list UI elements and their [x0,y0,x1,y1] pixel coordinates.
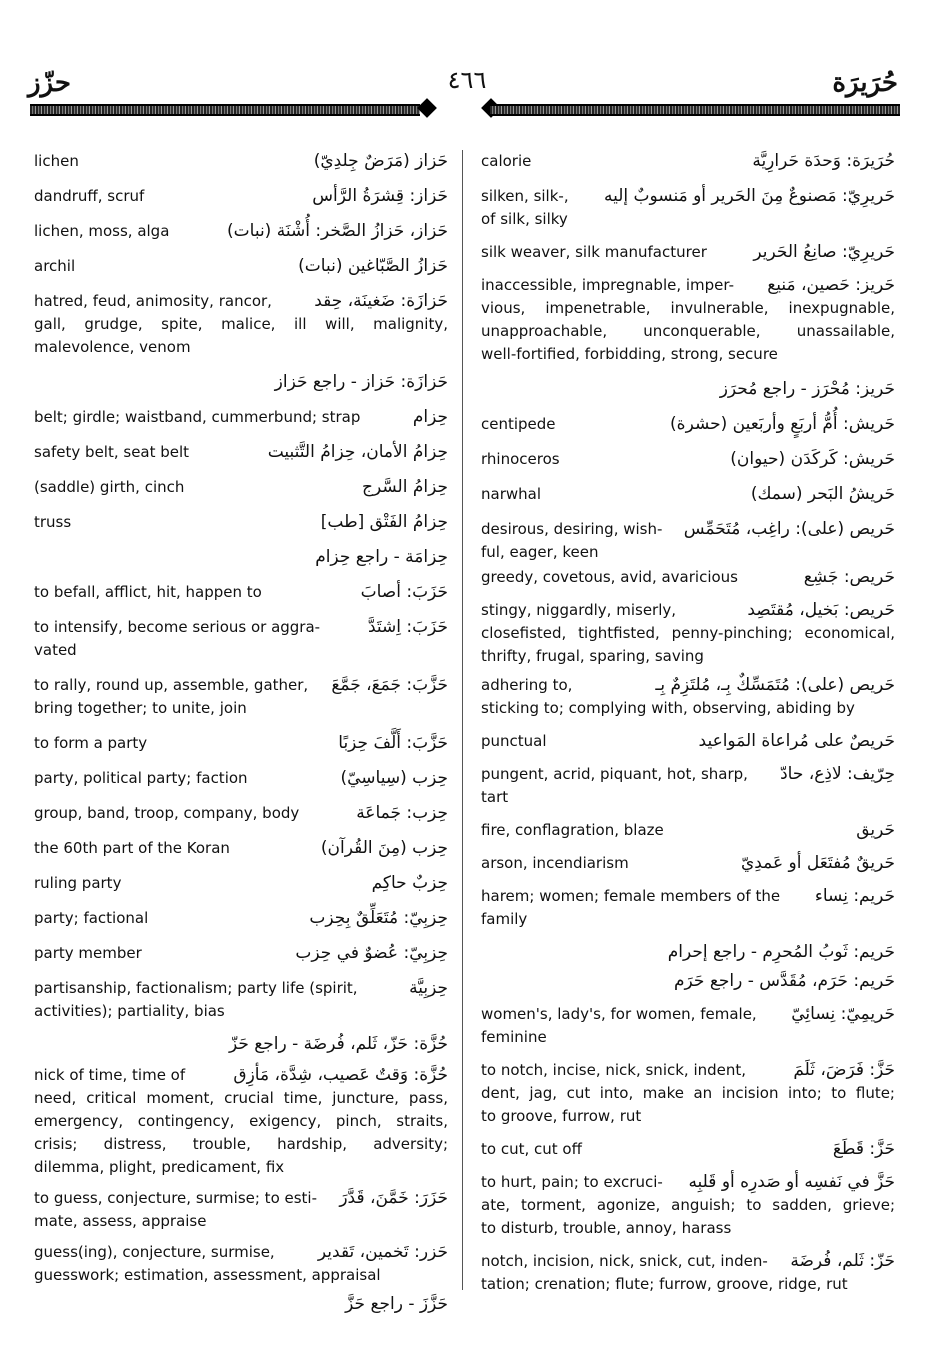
dictionary-entry [34,220,448,243]
definition-continuation: unapproachable, unconquerable, unassailable, [481,322,895,340]
definition-continuation: mate, assess, appraise [34,1212,207,1230]
arabic-cross-reference: حَريز: مُحْرَز - راجع مُحرَز [719,379,895,399]
english-definition: greedy, covetous, avid, avaricious [481,568,738,586]
entry-headline [481,1003,895,1026]
entry-headline [481,185,895,208]
dictionary-entry [34,185,448,208]
arabic-headword: حَزَبَ: اِشتَدَّ [367,617,448,637]
page-header [0,0,934,130]
right-column [481,140,895,1296]
definition-continuation: malevolence, venom [34,338,191,356]
arabic-headword: حَزَّ: قَطَعَ [832,1139,895,1159]
english-definition: lichen, moss, alga [34,222,170,240]
arabic-headword: حِزب (مِنَ القُرآن) [320,838,448,858]
entry-headline [481,763,895,786]
definition-continuation: to groove, furrow, rut [481,1107,642,1125]
dictionary-entry [481,1059,895,1128]
english-definition: to form a party [34,734,148,752]
english-definition: party; factional [34,909,149,927]
entry-headline [34,476,448,499]
arabic-headword: حَريز: حَصين، مَنيع [767,275,895,295]
dictionary-entry [481,483,895,506]
english-definition: narwhal [481,485,541,503]
entry-headline [34,1187,448,1210]
english-definition: (saddle) girth, cinch [34,478,185,496]
dictionary-entry [34,1187,448,1233]
entry-headline [34,406,448,429]
entry-headline [481,566,895,589]
dictionary-entry [34,441,448,464]
entry-headline [481,674,895,697]
arabic-headword: حُزَّة: وَقتٌ عَصيب، شِدَّة، مَأزِق [233,1065,448,1085]
entry-headline [481,852,895,875]
dictionary-entry [34,511,448,534]
arabic-headword: حَزَّ في نَفسِه أو صَدرِه أو قَلبِه [688,1172,895,1192]
dictionary-entry [34,371,448,394]
entry-headline [481,1138,895,1161]
arabic-headword: حَريمِيّ: نِسائِيّ [791,1004,895,1024]
dictionary-entry [34,942,448,965]
entry-headline [34,616,448,639]
definition-continuation: family [481,910,528,928]
arabic-headword: حَريص (على): راغِب، مُتَحَمِّس [683,519,895,539]
dictionary-entry [481,518,895,564]
dictionary-entry [34,255,448,278]
entry-headline [481,1171,895,1194]
english-definition: to intensify, become serious or aggra- [34,618,321,636]
english-definition: safety belt, seat belt [34,443,190,461]
dictionary-entry [481,1003,895,1049]
dictionary-entry [34,1064,448,1179]
arabic-cross-reference: حِزامَة - راجع حِزام [315,547,448,567]
arabic-cross-reference: حَريم: ثَوبُ المُحرِم - راجع إحرام [667,942,895,962]
definition-continuation: tation; crenation; flute; furrow, groove, ridge, rut [481,1275,848,1293]
arabic-headword: حِزبِيَّة [409,978,448,998]
page-number: ٤٦٦ [447,66,487,94]
dictionary-entry [34,150,448,173]
arabic-headword: حَريش: أُمُّ أربَعٍ وأربَعين (حشرة) [670,414,895,434]
arabic-headword: حَزّ: ثَلم، فُرضَة [790,1251,895,1271]
guide-word-left: حزّز [28,68,71,98]
dictionary-entry [481,566,895,589]
dictionary-entry [481,674,895,720]
entry-headline [481,274,895,297]
arabic-headword: حِزبِيّ: عُضوٌ في حِزب [295,943,448,963]
arabic-headword: حَريص: جَشِع [803,567,895,587]
dictionary-entry [34,290,448,359]
guide-word-right: حُرَيرَة [832,68,898,98]
arabic-headword: حَريرِيّ: مَصنوعٌ مِنَ الحَرير أو مَنسوبٌ إليه [603,186,895,206]
arabic-headword: حِزام [412,407,448,427]
english-definition: to hurt, pain; to excruci- [481,1173,663,1191]
dictionary-entry [34,1241,448,1287]
dictionary-entry [481,1171,895,1240]
entry-headline [34,185,448,208]
definition-continuation: dilemma, plight, predicament, fix [34,1158,285,1176]
entry-headline [34,220,448,243]
english-definition: lichen [34,152,79,170]
definition-continuation: feminine [481,1028,547,1046]
english-definition: guess(ing), conjecture, surmise, [34,1243,275,1261]
dictionary-entry [481,378,895,401]
dictionary-entry [481,1250,895,1296]
arabic-headword: حِزب (سِياسِيّ) [340,768,448,788]
dictionary-entry [481,185,895,231]
entry-headline [34,150,448,173]
entry-headline [34,767,448,790]
english-definition: rhinoceros [481,450,560,468]
arabic-headword: حَزاز: قِشرَةُ الرَّأس [312,186,448,206]
entry-headline [481,413,895,436]
entry-headline [481,885,895,908]
arabic-headword: حَزَّبَ: أَلَّفَ حِزبًا [338,733,448,753]
dictionary-entry [34,1033,448,1056]
arabic-cross-reference: حَزازَة: حَزاز - راجع حَزاز [274,372,448,392]
definition-continuation: guesswork; estimation, assessment, appraisal [34,1266,381,1284]
entry-headline [481,1059,895,1082]
english-definition: adhering to, [481,676,573,694]
dictionary-entry [481,599,895,668]
entry-headline [481,730,895,753]
arabic-headword: حَريقٌ مُفتَعَل أو عَمدِيّ [740,853,895,873]
english-definition: partisanship, factionalism; party life (spirit, [34,979,358,997]
english-definition: archil [34,257,76,275]
entry-headline [34,441,448,464]
definition-continuation: thrifty, frugal, sparing, saving [481,647,704,665]
dictionary-entry [34,616,448,662]
entry-headline [34,581,448,604]
entry-headline [34,942,448,965]
english-definition: notch, incision, nick, snick, cut, inden- [481,1252,768,1270]
dictionary-entry [34,732,448,755]
english-definition: harem; women; female members of the [481,887,781,905]
english-definition: stingy, niggardly, miserly, [481,601,677,619]
arabic-headword: حَزر: تَخمين، تَقدير [317,1242,448,1262]
dictionary-entry [34,977,448,1023]
entry-headline [481,819,895,842]
english-definition: to befall, afflict, hit, happen to [34,583,262,601]
dictionary-entry [34,767,448,790]
dictionary-entry [34,1293,448,1316]
arabic-headword: حَزازُ الصَّبّاغين (نبات) [298,256,448,276]
english-definition: ruling party [34,874,122,892]
dictionary-entry [481,241,895,264]
dictionary-entry [481,413,895,436]
arabic-cross-reference: حُزَّة: حَزّ، ثَلم، فُرضَة - راجع حَزّ [228,1034,448,1054]
column-divider [462,150,463,1290]
arabic-headword: حَريم: نِساء [814,886,895,906]
dictionary-entry [34,406,448,429]
definition-continuation: gall, grudge, spite, malice, ill will, malignity, [34,315,448,333]
entry-headline [34,837,448,860]
dictionary-entry [481,970,895,993]
english-definition: arson, incendiarism [481,854,629,872]
entry-headline [481,599,895,622]
english-definition: belt; girdle; waistband, cummerbund; strap [34,408,361,426]
entry-headline [34,872,448,895]
definition-continuation: ful, eager, keen [481,543,599,561]
arabic-headword: حَزاز (مَرَضٌ جِلدِيّ) [313,151,448,171]
dictionary-entry [481,885,895,931]
definition-continuation: closefisted, tightfisted, penny-pinching; economical, [481,624,895,642]
arabic-headword: حَزاز، حَزازُ الصَّخر: أُشْنَة (نبات) [227,221,448,241]
dictionary-entry [481,1138,895,1161]
english-definition: pungent, acrid, piquant, hot, sharp, [481,765,748,783]
entry-headline [34,1064,448,1087]
dictionary-entry [481,274,895,366]
dictionary-entry [34,546,448,569]
definition-continuation: bring together; to unite, join [34,699,247,717]
arabic-headword: حِزبٌ حاكِم [371,873,448,893]
definition-continuation: need, critical moment, crucial time, juncture, pass, [34,1089,448,1107]
dictionary-entry [481,852,895,875]
arabic-headword: حِزامُ الفَتْق [طب] [320,512,448,532]
arabic-headword: حَزَّبَ: جَمَعَ، جَمَّعَ [331,675,448,695]
ornament-diamond-left [417,98,437,118]
english-definition: fire, conflagration, blaze [481,821,664,839]
arabic-headword: حَزازَة: ضَغينَة، حِقد [314,291,448,311]
entry-headline [34,511,448,534]
entry-headline [481,1250,895,1273]
english-definition: to guess, conjecture, surmise; to esti- [34,1189,318,1207]
english-definition: inaccessible, impregnable, imper- [481,276,735,294]
arabic-headword: حِزامُ الأمان، حِزامُ التَّثبيت [267,442,448,462]
entry-headline [481,448,895,471]
definition-continuation: crisis; distress, trouble, hardship, adversity; [34,1135,448,1153]
english-definition: silken, silk-, [481,187,569,205]
entry-headline [34,1241,448,1264]
arabic-headword: حَريص (على): مُتَمَسِّكٌ بِـ، مُلتَزِمٌ بِـ [655,675,895,695]
english-definition: truss [34,513,72,531]
dictionary-entry [481,150,895,173]
arabic-headword: حَريص: بَخيل، مُقتَصِد [747,600,895,620]
dictionary-entry [481,448,895,471]
dictionary-entry [34,581,448,604]
entry-headline [34,802,448,825]
header-rule-left [30,104,420,116]
arabic-headword: حَريش: كَركَدَن (حيوان) [730,449,895,469]
definition-continuation: well-fortified, forbidding, strong, secure [481,345,778,363]
entry-headline [481,483,895,506]
definition-continuation: emergency, contingency, exigency, pinch, straits, [34,1112,448,1130]
entry-headline [34,674,448,697]
definition-continuation: vious, impenetrable, invulnerable, inexpugnable, [481,299,895,317]
english-definition: party, political party; faction [34,769,248,787]
definition-continuation: activities); partiality, bias [34,1002,225,1020]
english-definition: hatred, feud, animosity, rancor, [34,292,272,310]
dictionary-entry [34,674,448,720]
english-definition: silk weaver, silk manufacturer [481,243,707,261]
entry-headline [481,241,895,264]
english-definition: punctual [481,732,547,750]
header-rule-right [490,104,900,116]
english-definition: group, band, troop, company, body [34,804,300,822]
arabic-headword: حَزَّ: فَرَضَ، ثَلَمَ [793,1060,895,1080]
dictionary-entry [481,730,895,753]
entry-headline [34,732,448,755]
entry-headline [34,977,448,1000]
entry-headline [481,518,895,541]
entry-headline [34,907,448,930]
definition-continuation: of silk, silky [481,210,568,228]
entry-headline [481,150,895,173]
english-definition: dandruff, scruf [34,187,145,205]
dictionary-entry [481,763,895,809]
arabic-cross-reference: حَريم: حَرَم، مُقَدَّس - راجع حَرَم [674,971,895,991]
arabic-headword: حِزبِيّ: مُتَعَلِّقٌ بِحِزب [309,908,448,928]
definition-continuation: ate, torment, agonize, anguish; to sadden, grieve; [481,1196,895,1214]
dictionary-entry [34,802,448,825]
entry-headline [34,290,448,313]
dictionary-entry [481,819,895,842]
dictionary-entry [34,476,448,499]
dictionary-entry [481,941,895,964]
english-definition: desirous, desiring, wish- [481,520,663,538]
arabic-cross-reference: حَزَّزَ - راجع حَزَّ [345,1294,448,1314]
arabic-headword: حُرَيرَة: وَحدَة حَرارِيَّة [752,151,895,171]
english-definition: women's, lady's, for women, female, [481,1005,757,1023]
dictionary-entry [34,837,448,860]
definition-continuation: tart [481,788,509,806]
english-definition: to notch, incise, nick, snick, indent, [481,1061,747,1079]
english-definition: calorie [481,152,532,170]
arabic-headword: حَزَبَ: أصابَ [360,582,448,602]
definition-continuation: to disturb, trouble, annoy, harass [481,1219,732,1237]
english-definition: the 60th part of the Koran [34,839,230,857]
english-definition: party member [34,944,142,962]
dictionary-entry [34,907,448,930]
arabic-headword: حَريشُ البَحر (سمك) [750,484,895,504]
left-column [34,140,448,1316]
english-definition: to rally, round up, assemble, gather, [34,676,309,694]
english-definition: centipede [481,415,556,433]
dictionary-entry [34,872,448,895]
definition-continuation: dent, jag, cut into, make an incision into; to flute; [481,1084,895,1102]
arabic-headword: حَزَرَ: خَمَّنَ، قَدَّرَ [339,1188,448,1208]
english-definition: nick of time, time of [34,1066,186,1084]
definition-continuation: vated [34,641,77,659]
arabic-headword: حَريصٌ على مُراعاة المَواعيد [698,731,895,751]
english-definition: to cut, cut off [481,1140,582,1158]
arabic-headword: حِزب: جَماعَة [356,803,448,823]
definition-continuation: sticking to; complying with, observing, abiding by [481,699,855,717]
entry-headline [34,255,448,278]
arabic-headword: حَريق [856,820,895,840]
arabic-headword: حَريرِيّ: صانِعُ الحَرير [753,242,895,262]
arabic-headword: حِزامُ السَّرج [362,477,448,497]
arabic-headword: حِرّيف: لاذِع، حادّ [780,764,895,784]
